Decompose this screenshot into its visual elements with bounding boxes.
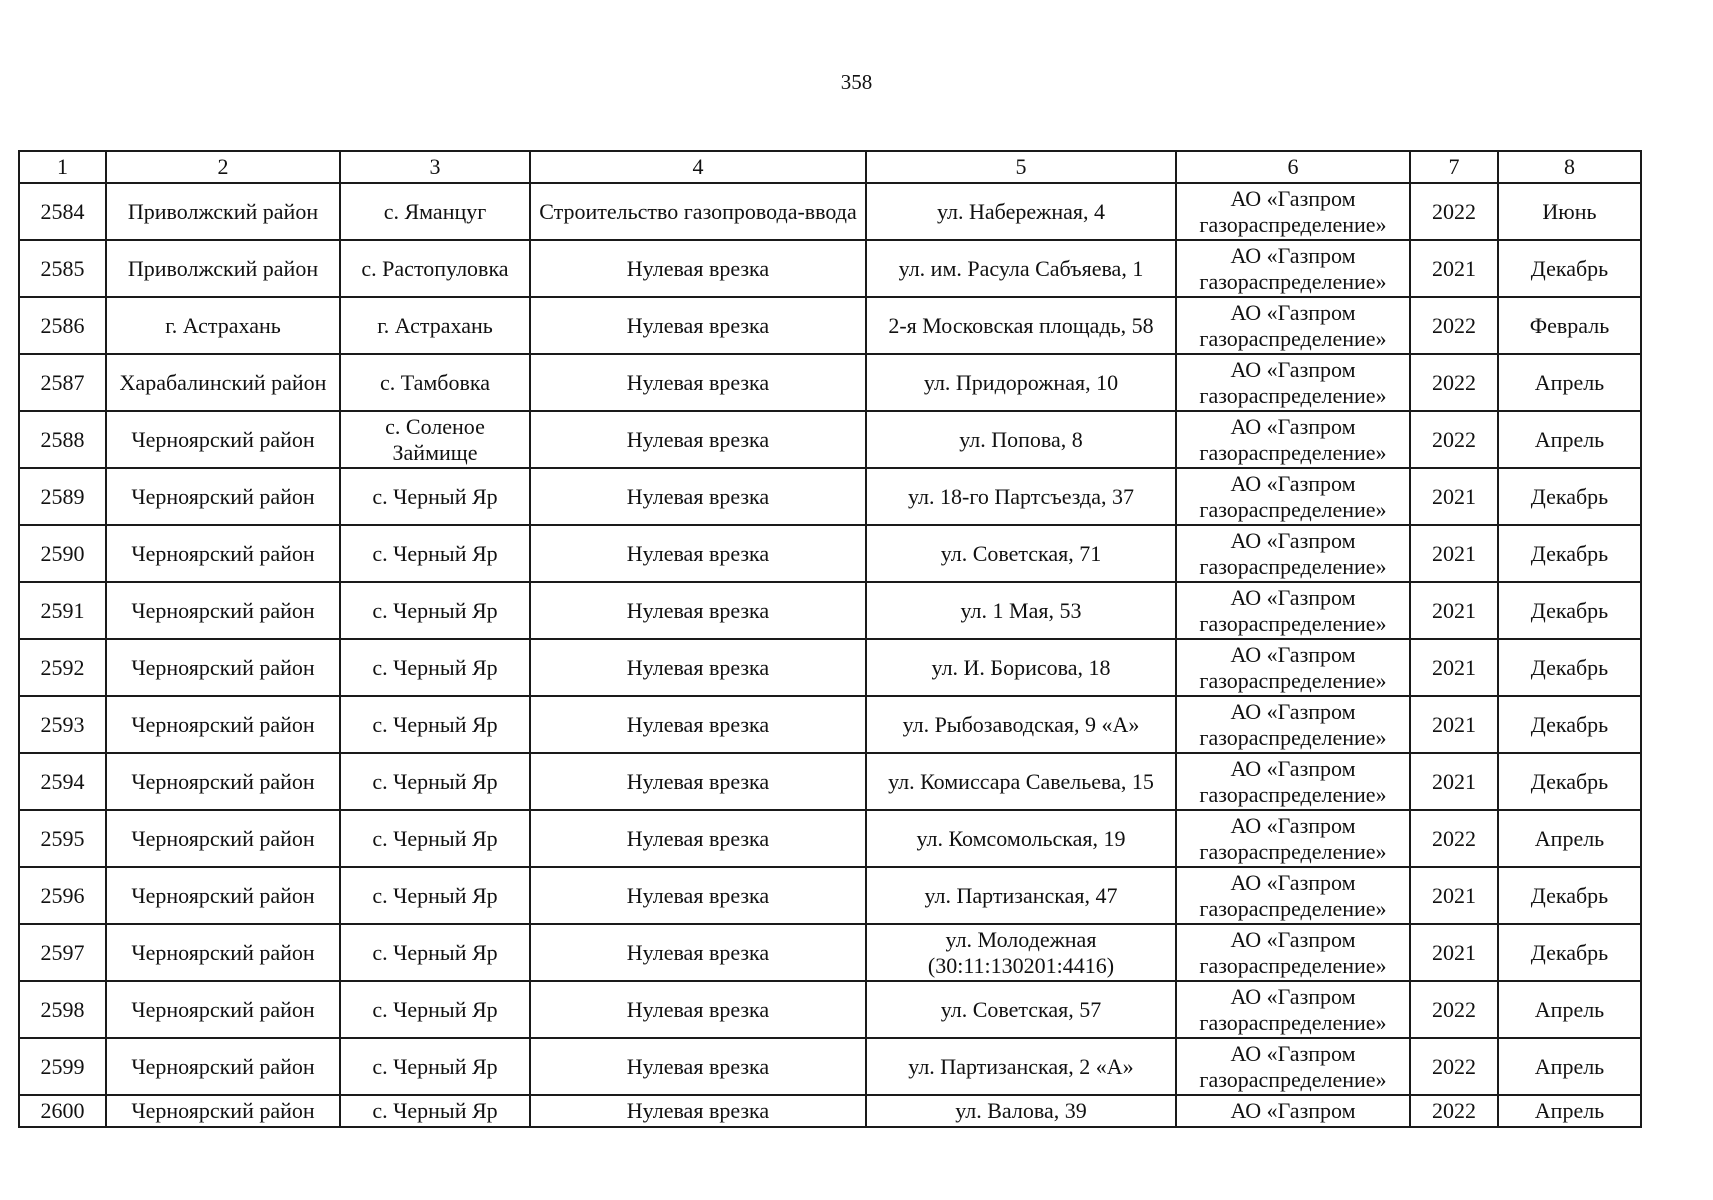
work-type-cell: Нулевая врезка (530, 867, 866, 924)
address-cell: ул. Комсомольская, 19 (866, 810, 1176, 867)
table-row (19, 1095, 1641, 1127)
table-row (19, 240, 1641, 297)
table-row (19, 696, 1641, 753)
row-number-cell: 2593 (19, 696, 106, 753)
locality-cell: с. Черный Яр (340, 867, 530, 924)
month-cell: Апрель (1498, 1095, 1641, 1127)
table-row (19, 753, 1641, 810)
district-cell: Черноярский район (106, 753, 340, 810)
year-cell: 2022 (1410, 1038, 1498, 1095)
row-number-cell: 2584 (19, 183, 106, 240)
table-row (19, 924, 1641, 981)
locality-cell: г. Астрахань (340, 297, 530, 354)
district-cell: Черноярский район (106, 1095, 340, 1127)
address-cell: 2-я Московская площадь, 58 (866, 297, 1176, 354)
header-cell: 1 (19, 151, 106, 183)
district-cell: Приволжский район (106, 240, 340, 297)
month-cell: Апрель (1498, 981, 1641, 1038)
locality-cell: с. Черный Яр (340, 810, 530, 867)
address-cell: ул. им. Расула Сабъяева, 1 (866, 240, 1176, 297)
row-number-cell: 2591 (19, 582, 106, 639)
organization-cell: АО «Газпром газораспределение» (1176, 582, 1410, 639)
locality-cell: с. Черный Яр (340, 753, 530, 810)
address-cell: ул. Комиссара Савельева, 15 (866, 753, 1176, 810)
organization-cell: АО «Газпром газораспределение» (1176, 468, 1410, 525)
locality-cell: с. Черный Яр (340, 696, 530, 753)
month-cell: Апрель (1498, 354, 1641, 411)
district-cell: Черноярский район (106, 696, 340, 753)
organization-cell: АО «Газпром газораспределение» (1176, 1038, 1410, 1095)
table-row (19, 1038, 1641, 1095)
organization-cell: АО «Газпром газораспределение» (1176, 753, 1410, 810)
header-cell: 5 (866, 151, 1176, 183)
district-cell: Черноярский район (106, 1038, 340, 1095)
year-cell: 2021 (1410, 240, 1498, 297)
district-cell: Черноярский район (106, 924, 340, 981)
table-row (19, 582, 1641, 639)
row-number-cell: 2587 (19, 354, 106, 411)
address-cell: ул. Валова, 39 (866, 1095, 1176, 1127)
district-cell: Черноярский район (106, 867, 340, 924)
table-row (19, 810, 1641, 867)
table-row (19, 468, 1641, 525)
district-cell: Черноярский район (106, 639, 340, 696)
district-cell: Харабалинский район (106, 354, 340, 411)
locality-cell: с. Тамбовка (340, 354, 530, 411)
row-number-cell: 2588 (19, 411, 106, 468)
locality-cell: с. Соленое Займище (340, 411, 530, 468)
work-type-cell: Нулевая врезка (530, 810, 866, 867)
organization-cell: АО «Газпром газораспределение» (1176, 411, 1410, 468)
district-cell: Черноярский район (106, 411, 340, 468)
district-cell: Черноярский район (106, 582, 340, 639)
year-cell: 2022 (1410, 981, 1498, 1038)
address-cell: ул. Советская, 71 (866, 525, 1176, 582)
header-cell: 6 (1176, 151, 1410, 183)
locality-cell: с. Черный Яр (340, 981, 530, 1038)
row-number-cell: 2599 (19, 1038, 106, 1095)
work-type-cell: Нулевая врезка (530, 639, 866, 696)
year-cell: 2022 (1410, 297, 1498, 354)
district-cell: Черноярский район (106, 468, 340, 525)
address-cell: ул. Набережная, 4 (866, 183, 1176, 240)
year-cell: 2022 (1410, 810, 1498, 867)
header-row (19, 151, 1641, 183)
year-cell: 2021 (1410, 696, 1498, 753)
year-cell: 2022 (1410, 1095, 1498, 1127)
row-number-cell: 2595 (19, 810, 106, 867)
locality-cell: с. Черный Яр (340, 1095, 530, 1127)
table-row (19, 297, 1641, 354)
row-number-cell: 2589 (19, 468, 106, 525)
locality-cell: с. Черный Яр (340, 525, 530, 582)
work-type-cell: Нулевая врезка (530, 240, 866, 297)
month-cell: Апрель (1498, 810, 1641, 867)
district-cell: Приволжский район (106, 183, 340, 240)
work-type-cell: Нулевая врезка (530, 924, 866, 981)
month-cell: Декабрь (1498, 696, 1641, 753)
header-cell: 4 (530, 151, 866, 183)
locality-cell: с. Черный Яр (340, 924, 530, 981)
row-number-cell: 2585 (19, 240, 106, 297)
address-cell: ул. Рыбозаводская, 9 «А» (866, 696, 1176, 753)
work-type-cell: Нулевая врезка (530, 981, 866, 1038)
month-cell: Декабрь (1498, 525, 1641, 582)
address-cell: ул. Придорожная, 10 (866, 354, 1176, 411)
header-cell: 3 (340, 151, 530, 183)
row-number-cell: 2598 (19, 981, 106, 1038)
locality-cell: с. Черный Яр (340, 639, 530, 696)
address-cell: ул. Молодежная (30:11:130201:4416) (866, 924, 1176, 981)
month-cell: Декабрь (1498, 867, 1641, 924)
locality-cell: с. Растопуловка (340, 240, 530, 297)
organization-cell: АО «Газпром (1176, 1095, 1410, 1127)
locality-cell: с. Черный Яр (340, 1038, 530, 1095)
table-row (19, 639, 1641, 696)
work-type-cell: Нулевая врезка (530, 525, 866, 582)
work-type-cell: Нулевая врезка (530, 582, 866, 639)
month-cell: Декабрь (1498, 924, 1641, 981)
month-cell: Июнь (1498, 183, 1641, 240)
year-cell: 2021 (1410, 468, 1498, 525)
organization-cell: АО «Газпром газораспределение» (1176, 240, 1410, 297)
address-cell: ул. И. Борисова, 18 (866, 639, 1176, 696)
organization-cell: АО «Газпром газораспределение» (1176, 183, 1410, 240)
organization-cell: АО «Газпром газораспределение» (1176, 297, 1410, 354)
organization-cell: АО «Газпром газораспределение» (1176, 525, 1410, 582)
address-cell: ул. Советская, 57 (866, 981, 1176, 1038)
row-number-cell: 2596 (19, 867, 106, 924)
work-type-cell: Нулевая врезка (530, 1038, 866, 1095)
work-type-cell: Нулевая врезка (530, 297, 866, 354)
data-table (18, 150, 1642, 1128)
address-cell: ул. 18-го Партсъезда, 37 (866, 468, 1176, 525)
header-cell: 7 (1410, 151, 1498, 183)
month-cell: Декабрь (1498, 240, 1641, 297)
work-type-cell: Нулевая врезка (530, 354, 866, 411)
table-row (19, 183, 1641, 240)
month-cell: Декабрь (1498, 582, 1641, 639)
locality-cell: с. Черный Яр (340, 582, 530, 639)
row-number-cell: 2586 (19, 297, 106, 354)
work-type-cell: Нулевая врезка (530, 468, 866, 525)
work-type-cell: Строительство газопровода-ввода (530, 183, 866, 240)
header-cell: 2 (106, 151, 340, 183)
address-cell: ул. Партизанская, 47 (866, 867, 1176, 924)
table-row (19, 411, 1641, 468)
year-cell: 2021 (1410, 582, 1498, 639)
row-number-cell: 2592 (19, 639, 106, 696)
month-cell: Апрель (1498, 1038, 1641, 1095)
page-number: 358 (840, 70, 873, 94)
organization-cell: АО «Газпром газораспределение» (1176, 981, 1410, 1038)
row-number-cell: 2600 (19, 1095, 106, 1127)
table-row (19, 981, 1641, 1038)
month-cell: Декабрь (1498, 639, 1641, 696)
year-cell: 2021 (1410, 753, 1498, 810)
month-cell: Декабрь (1498, 753, 1641, 810)
year-cell: 2021 (1410, 639, 1498, 696)
month-cell: Декабрь (1498, 468, 1641, 525)
year-cell: 2022 (1410, 183, 1498, 240)
district-cell: Черноярский район (106, 981, 340, 1038)
organization-cell: АО «Газпром газораспределение» (1176, 810, 1410, 867)
year-cell: 2022 (1410, 354, 1498, 411)
header-cell: 8 (1498, 151, 1641, 183)
table-row (19, 867, 1641, 924)
row-number-cell: 2590 (19, 525, 106, 582)
organization-cell: АО «Газпром газораспределение» (1176, 639, 1410, 696)
year-cell: 2021 (1410, 924, 1498, 981)
organization-cell: АО «Газпром газораспределение» (1176, 696, 1410, 753)
locality-cell: с. Черный Яр (340, 468, 530, 525)
district-cell: Черноярский район (106, 810, 340, 867)
table-row (19, 354, 1641, 411)
work-type-cell: Нулевая врезка (530, 411, 866, 468)
address-cell: ул. Партизанская, 2 «А» (866, 1038, 1176, 1095)
organization-cell: АО «Газпром газораспределение» (1176, 867, 1410, 924)
table-row (19, 525, 1641, 582)
address-cell: ул. 1 Мая, 53 (866, 582, 1176, 639)
table-body (19, 151, 1641, 1127)
district-cell: Черноярский район (106, 525, 340, 582)
work-type-cell: Нулевая врезка (530, 696, 866, 753)
locality-cell: с. Яманцуг (340, 183, 530, 240)
work-type-cell: Нулевая врезка (530, 1095, 866, 1127)
row-number-cell: 2597 (19, 924, 106, 981)
month-cell: Апрель (1498, 411, 1641, 468)
year-cell: 2021 (1410, 867, 1498, 924)
district-cell: г. Астрахань (106, 297, 340, 354)
year-cell: 2021 (1410, 525, 1498, 582)
organization-cell: АО «Газпром газораспределение» (1176, 354, 1410, 411)
month-cell: Февраль (1498, 297, 1641, 354)
address-cell: ул. Попова, 8 (866, 411, 1176, 468)
row-number-cell: 2594 (19, 753, 106, 810)
year-cell: 2022 (1410, 411, 1498, 468)
organization-cell: АО «Газпром газораспределение» (1176, 924, 1410, 981)
work-type-cell: Нулевая врезка (530, 753, 866, 810)
